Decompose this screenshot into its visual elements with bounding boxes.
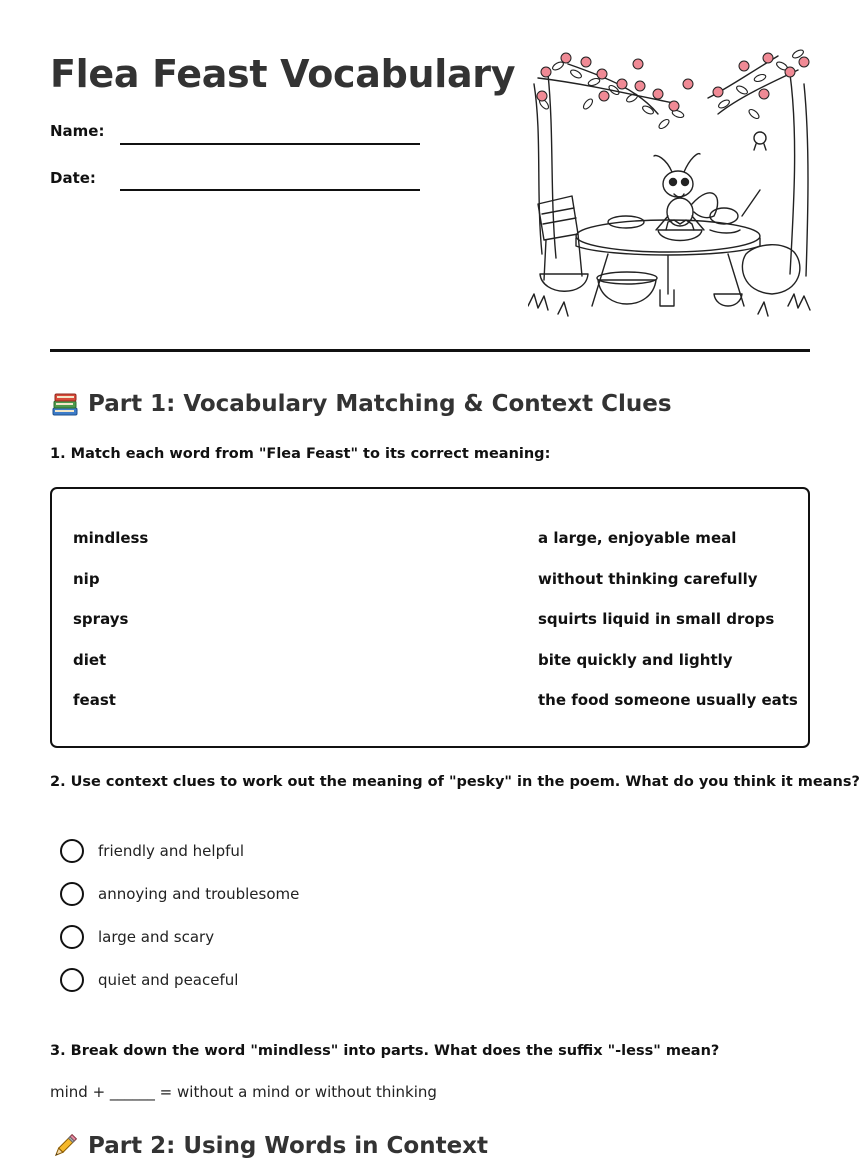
question-3-prompt: 3. Break down the word "mindless" into parts. What does the suffix "-less" mean?: [50, 1043, 720, 1059]
option-row[interactable]: [60, 924, 214, 950]
option-row[interactable]: [60, 967, 238, 993]
name-field[interactable]: [120, 143, 420, 145]
match-word[interactable]: mindless: [73, 529, 149, 547]
match-word[interactable]: diet: [73, 651, 107, 669]
match-definition[interactable]: bite quickly and lightly: [538, 651, 733, 669]
part2-heading: [50, 1131, 488, 1161]
part2-heading-text: Part 2: Using Words in Context: [88, 1133, 489, 1159]
radio-button[interactable]: [60, 839, 84, 863]
part1-heading: [50, 389, 672, 419]
suffix-equation: mind + ______ = without a mind or without thinking: [50, 1083, 437, 1101]
match-definition[interactable]: the food someone usually eats: [538, 691, 798, 709]
question-1-prompt: 1. Match each word from "Flea Feast" to its correct meaning:: [50, 446, 551, 462]
option-row[interactable]: [60, 881, 299, 907]
books-icon: [50, 389, 80, 419]
match-definition[interactable]: a large, enjoyable meal: [538, 529, 737, 547]
question-2-prompt: 2. Use context clues to work out the meaning of "pesky" in the poem. What do you think it means?: [50, 774, 860, 790]
match-definition[interactable]: without thinking carefully: [538, 570, 758, 588]
match-word[interactable]: nip: [73, 570, 100, 588]
pencil-icon: [50, 1131, 80, 1161]
part1-heading-text: Part 1: Vocabulary Matching & Context Clues: [88, 391, 672, 417]
match-definition[interactable]: squirts liquid in small drops: [538, 610, 775, 628]
option-label: large and scary: [98, 928, 215, 946]
section-divider: [50, 349, 810, 352]
radio-button[interactable]: [60, 882, 84, 906]
radio-button[interactable]: [60, 968, 84, 992]
page-title: Flea Feast Vocabulary: [50, 52, 516, 96]
option-label: annoying and troublesome: [98, 885, 300, 903]
date-field[interactable]: [120, 189, 420, 191]
flea-feast-illustration: [528, 44, 812, 320]
matching-box: [50, 487, 810, 748]
match-word[interactable]: sprays: [73, 610, 129, 628]
option-row[interactable]: [60, 838, 244, 864]
match-word[interactable]: feast: [73, 691, 116, 709]
option-label: friendly and helpful: [98, 842, 245, 860]
option-label: quiet and peaceful: [98, 971, 239, 989]
radio-button[interactable]: [60, 925, 84, 949]
name-label: Name:: [50, 122, 105, 140]
date-label: Date:: [50, 169, 96, 187]
